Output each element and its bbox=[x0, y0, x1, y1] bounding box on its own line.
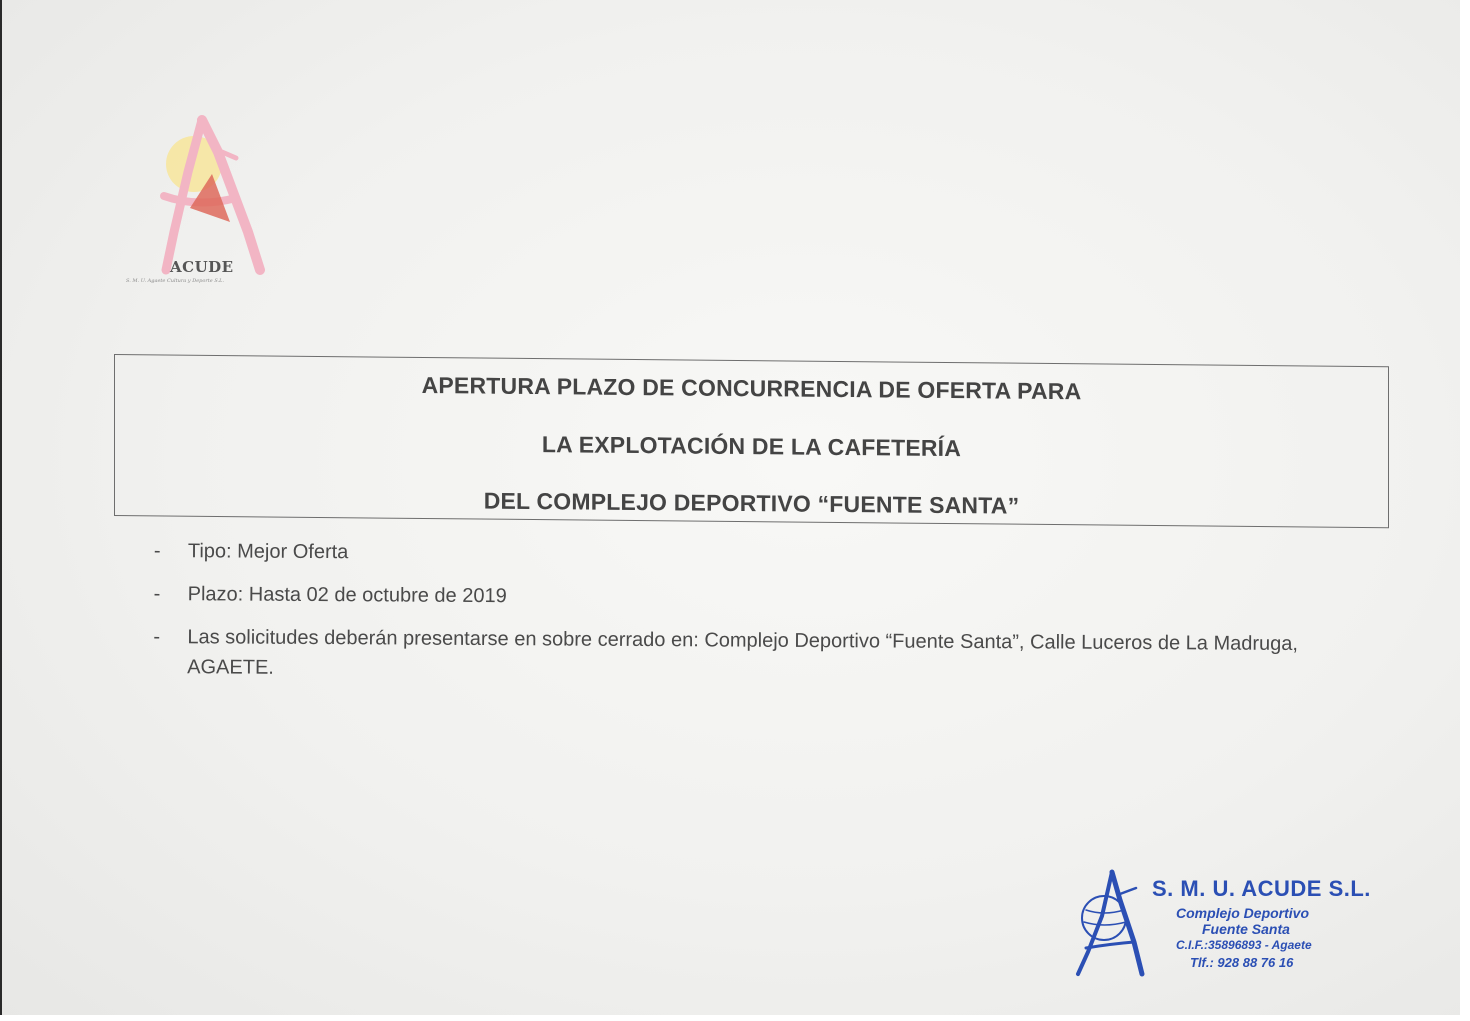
list-item-text: Las solicitudes deberán presentarse en sobre cerrado en: Complejo Deportivo “Fuente Santa”, Calle Luceros de La Madruga, AGAETE. bbox=[187, 626, 1299, 679]
company-stamp bbox=[1072, 866, 1382, 981]
list-bullet: - bbox=[153, 539, 161, 563]
page-left-edge bbox=[0, 0, 2, 1021]
stamp-logo-icon bbox=[1072, 866, 1152, 981]
stamp-company-name: S. M. U. ACUDE S.L. bbox=[1152, 876, 1371, 901]
title-box bbox=[114, 354, 1389, 528]
page-right-margin bbox=[1460, 0, 1470, 1021]
stamp-line-2: Fuente Santa bbox=[1202, 921, 1290, 937]
logo-subtitle: S. M. U. Agaete Cultura y Deporte S.L. bbox=[126, 278, 225, 284]
stamp-line-1: Complejo Deportivo bbox=[1176, 905, 1310, 921]
acude-logo bbox=[118, 112, 278, 292]
list-item-solicitudes bbox=[153, 622, 1383, 690]
list-item-plazo bbox=[154, 579, 1384, 617]
stamp-line-4: Tlf.: 928 88 76 16 bbox=[1190, 955, 1294, 970]
list-item-text: Plazo: Hasta 02 de octubre de 2019 bbox=[187, 583, 507, 608]
list-bullet: - bbox=[153, 625, 161, 649]
list-item-text: Tipo: Mejor Oferta bbox=[187, 540, 349, 564]
stamp-line-3: C.I.F.:35896893 - Agaete bbox=[1176, 938, 1312, 952]
page-bottom-margin bbox=[0, 1015, 1470, 1021]
title-line-3: DEL COMPLEJO DEPORTIVO “FUENTE SANTA” bbox=[483, 487, 1020, 519]
details-list bbox=[153, 536, 1384, 703]
list-item-tipo bbox=[154, 536, 1384, 574]
list-bullet: - bbox=[153, 582, 161, 606]
title-line-1: APERTURA PLAZO DE CONCURRENCIA DE OFERTA PARA bbox=[421, 371, 1082, 405]
title-line-2: LA EXPLOTACIÓN DE LA CAFETERÍA bbox=[541, 431, 962, 462]
logo-name: ACUDE bbox=[170, 258, 234, 276]
